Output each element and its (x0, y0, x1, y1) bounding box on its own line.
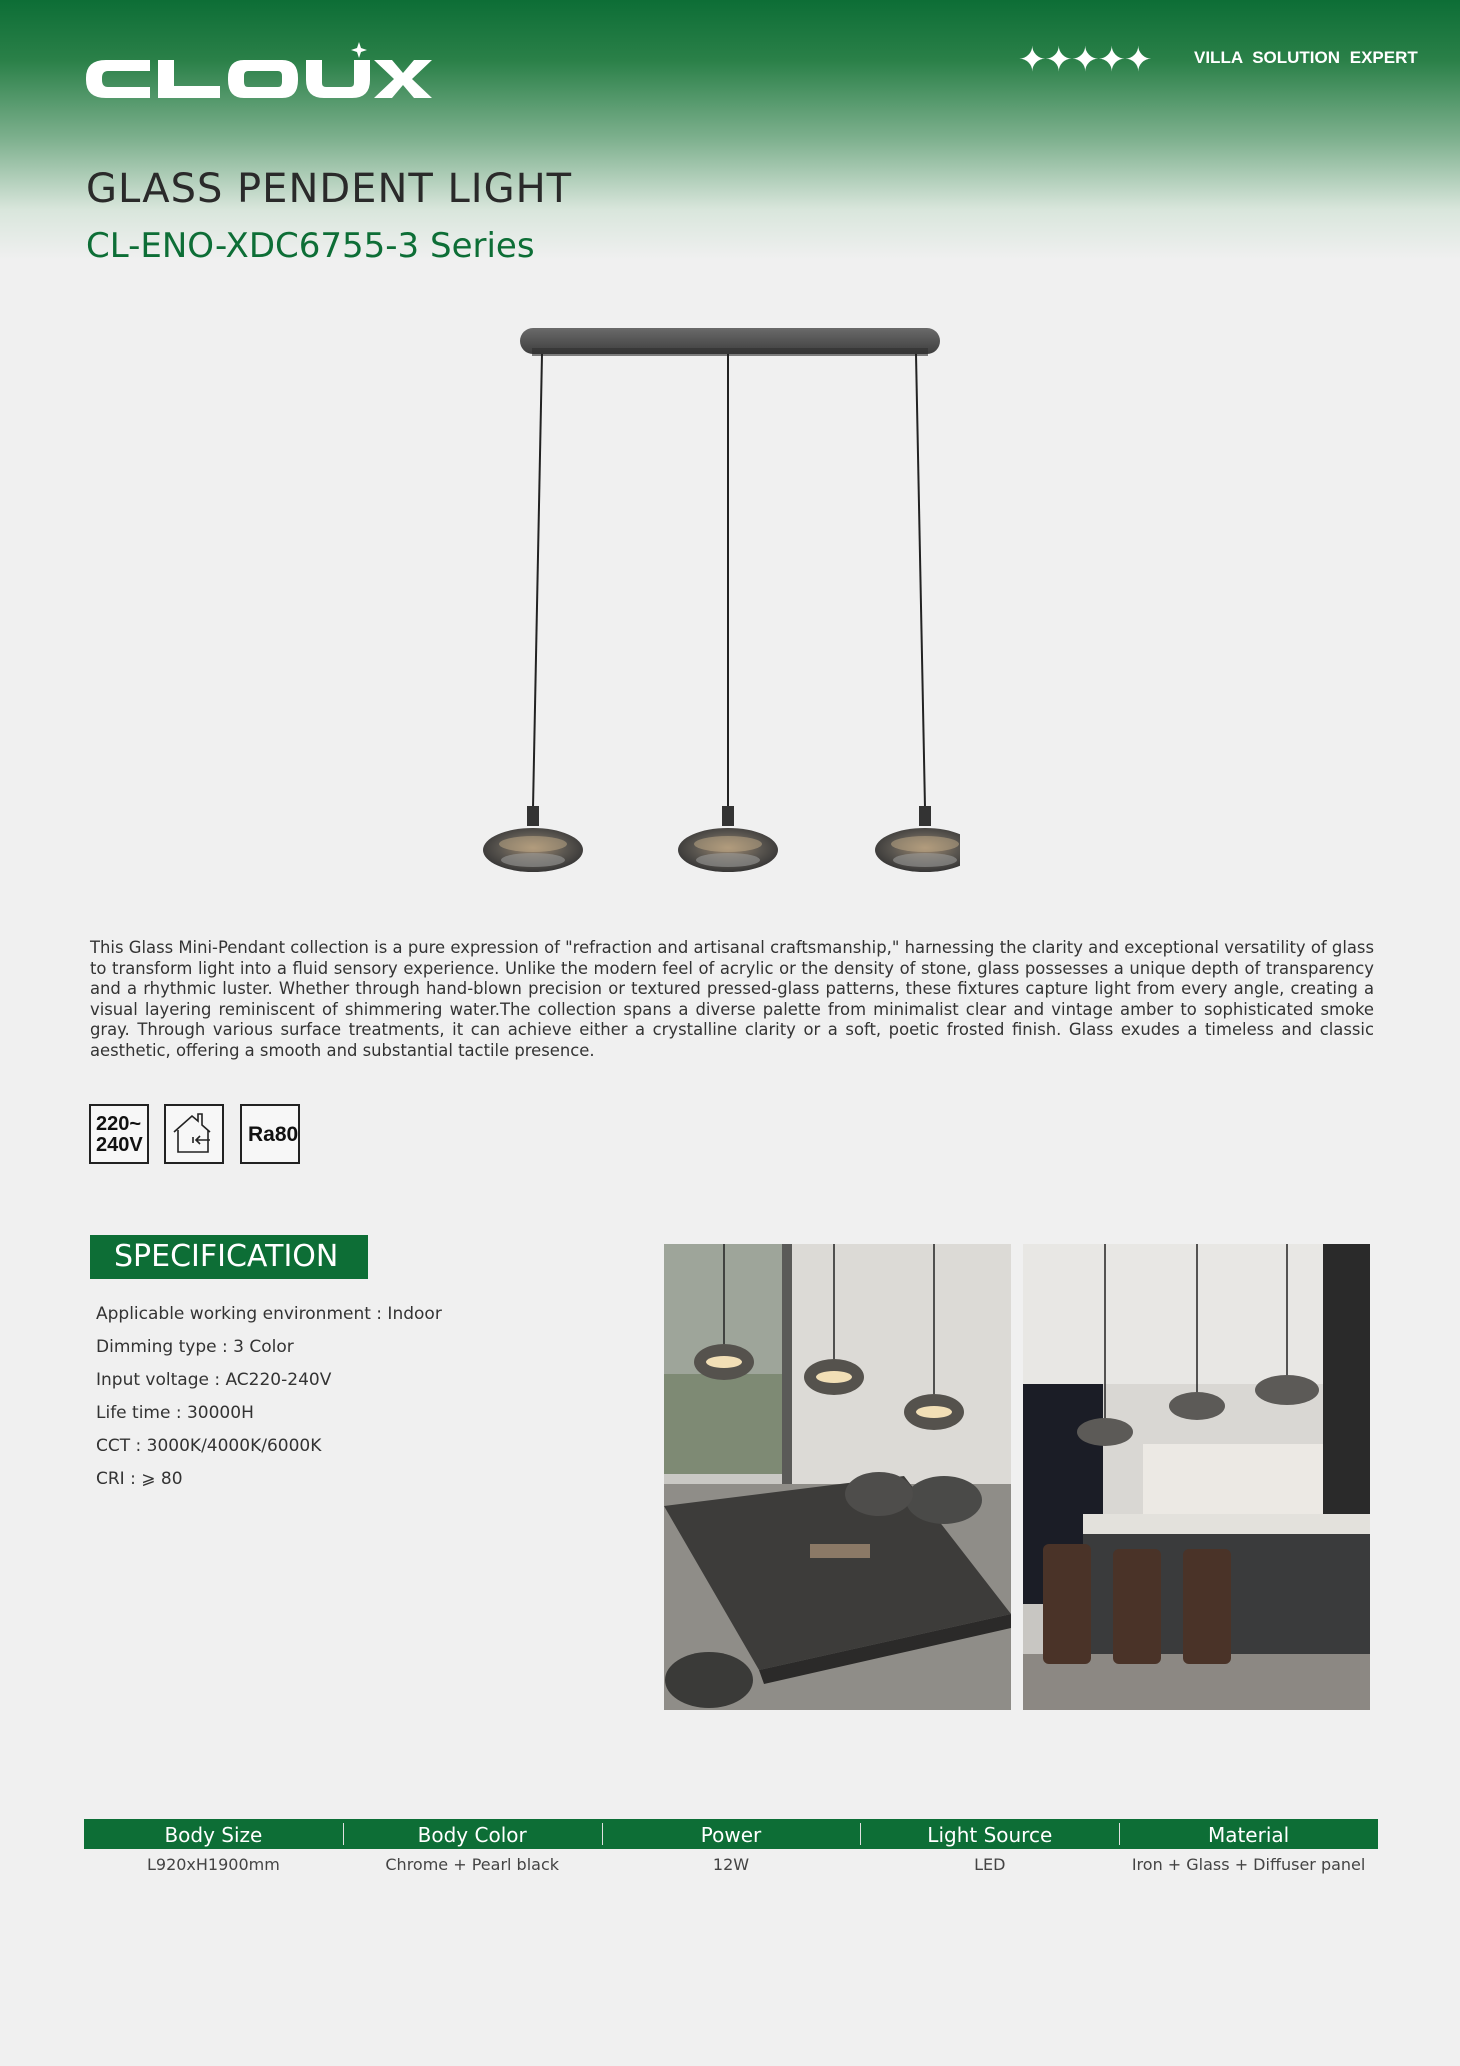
voltage-icon (89, 1104, 149, 1164)
cri-icon (240, 1104, 300, 1164)
table-cell: LED (974, 1855, 1006, 1874)
voltage-icon-label: 220~ 240V (96, 1113, 143, 1156)
table-cell: 12W (712, 1855, 750, 1874)
spec-table-header (84, 1819, 1378, 1849)
table-header-cell: Power (602, 1819, 861, 1849)
rating-stars: ✦✦✦✦✦ (1018, 40, 1151, 80)
specification-heading: SPECIFICATION (90, 1235, 368, 1279)
table-cell: Iron + Glass + Diffuser panel (1131, 1855, 1366, 1874)
spec-item: Life time : 30000H (96, 1403, 254, 1423)
product-series: CL-ENO-XDC6755-3 Series (86, 226, 535, 266)
spec-item: Input voltage : AC220-240V (96, 1370, 332, 1390)
table-cell: L920xH1900mm (146, 1855, 280, 1874)
brand-logo (84, 40, 436, 102)
product-title: GLASS PENDENT LIGHT (86, 166, 573, 212)
cri-icon-label: Ra80 (248, 1123, 299, 1146)
table-row (84, 1855, 1378, 1874)
brand-tagline: VILLA SOLUTION EXPERT (1194, 48, 1418, 67)
pendant-lamp-image (470, 318, 960, 878)
table-header-cell: Material (1119, 1819, 1378, 1849)
indoor-house-icon (164, 1104, 224, 1164)
spec-item: CRI : ⩾ 80 (96, 1469, 183, 1489)
table-cell: Chrome + Pearl black (385, 1855, 560, 1874)
product-description: This Glass Mini-Pendant collection is a pure expression of "refraction and artisanal craftsmanship," harnessing the clarity and exceptional versatility of glass to transform light into a fluid sensory experience. Unlike the modern feel of acrylic or the density of stone, glass possesses a unique depth of transparency and a rhythmic luster. Whether through hand-blown precision or textured pressed-glass patterns, these fixtures capture light from every angle, creating a visual layering reminiscent of shimmering water.The collection spans a diverse palette from minimalist clear and vintage amber to sophisticated smoke gray. Through various surface treatments, it can achieve either a crystalline clarity or a soft, poetic frosted finish. Glass exudes a timeless and classic aesthetic, offering a smooth and substantial tactile presence. (90, 938, 1374, 1060)
spec-item: Dimming type : 3 Color (96, 1337, 294, 1357)
header-band (0, 0, 1460, 260)
kitchen-photo (1023, 1244, 1370, 1710)
table-header-cell: Body Color (343, 1819, 602, 1849)
table-header-cell: Body Size (164, 1823, 263, 1847)
spec-item: Applicable working environment : Indoor (96, 1304, 442, 1324)
dining-room-photo (664, 1244, 1011, 1710)
spec-item: CCT : 3000K/4000K/6000K (96, 1436, 322, 1456)
specification-list (96, 1298, 442, 1496)
table-header-cell: Light Source (860, 1819, 1119, 1849)
